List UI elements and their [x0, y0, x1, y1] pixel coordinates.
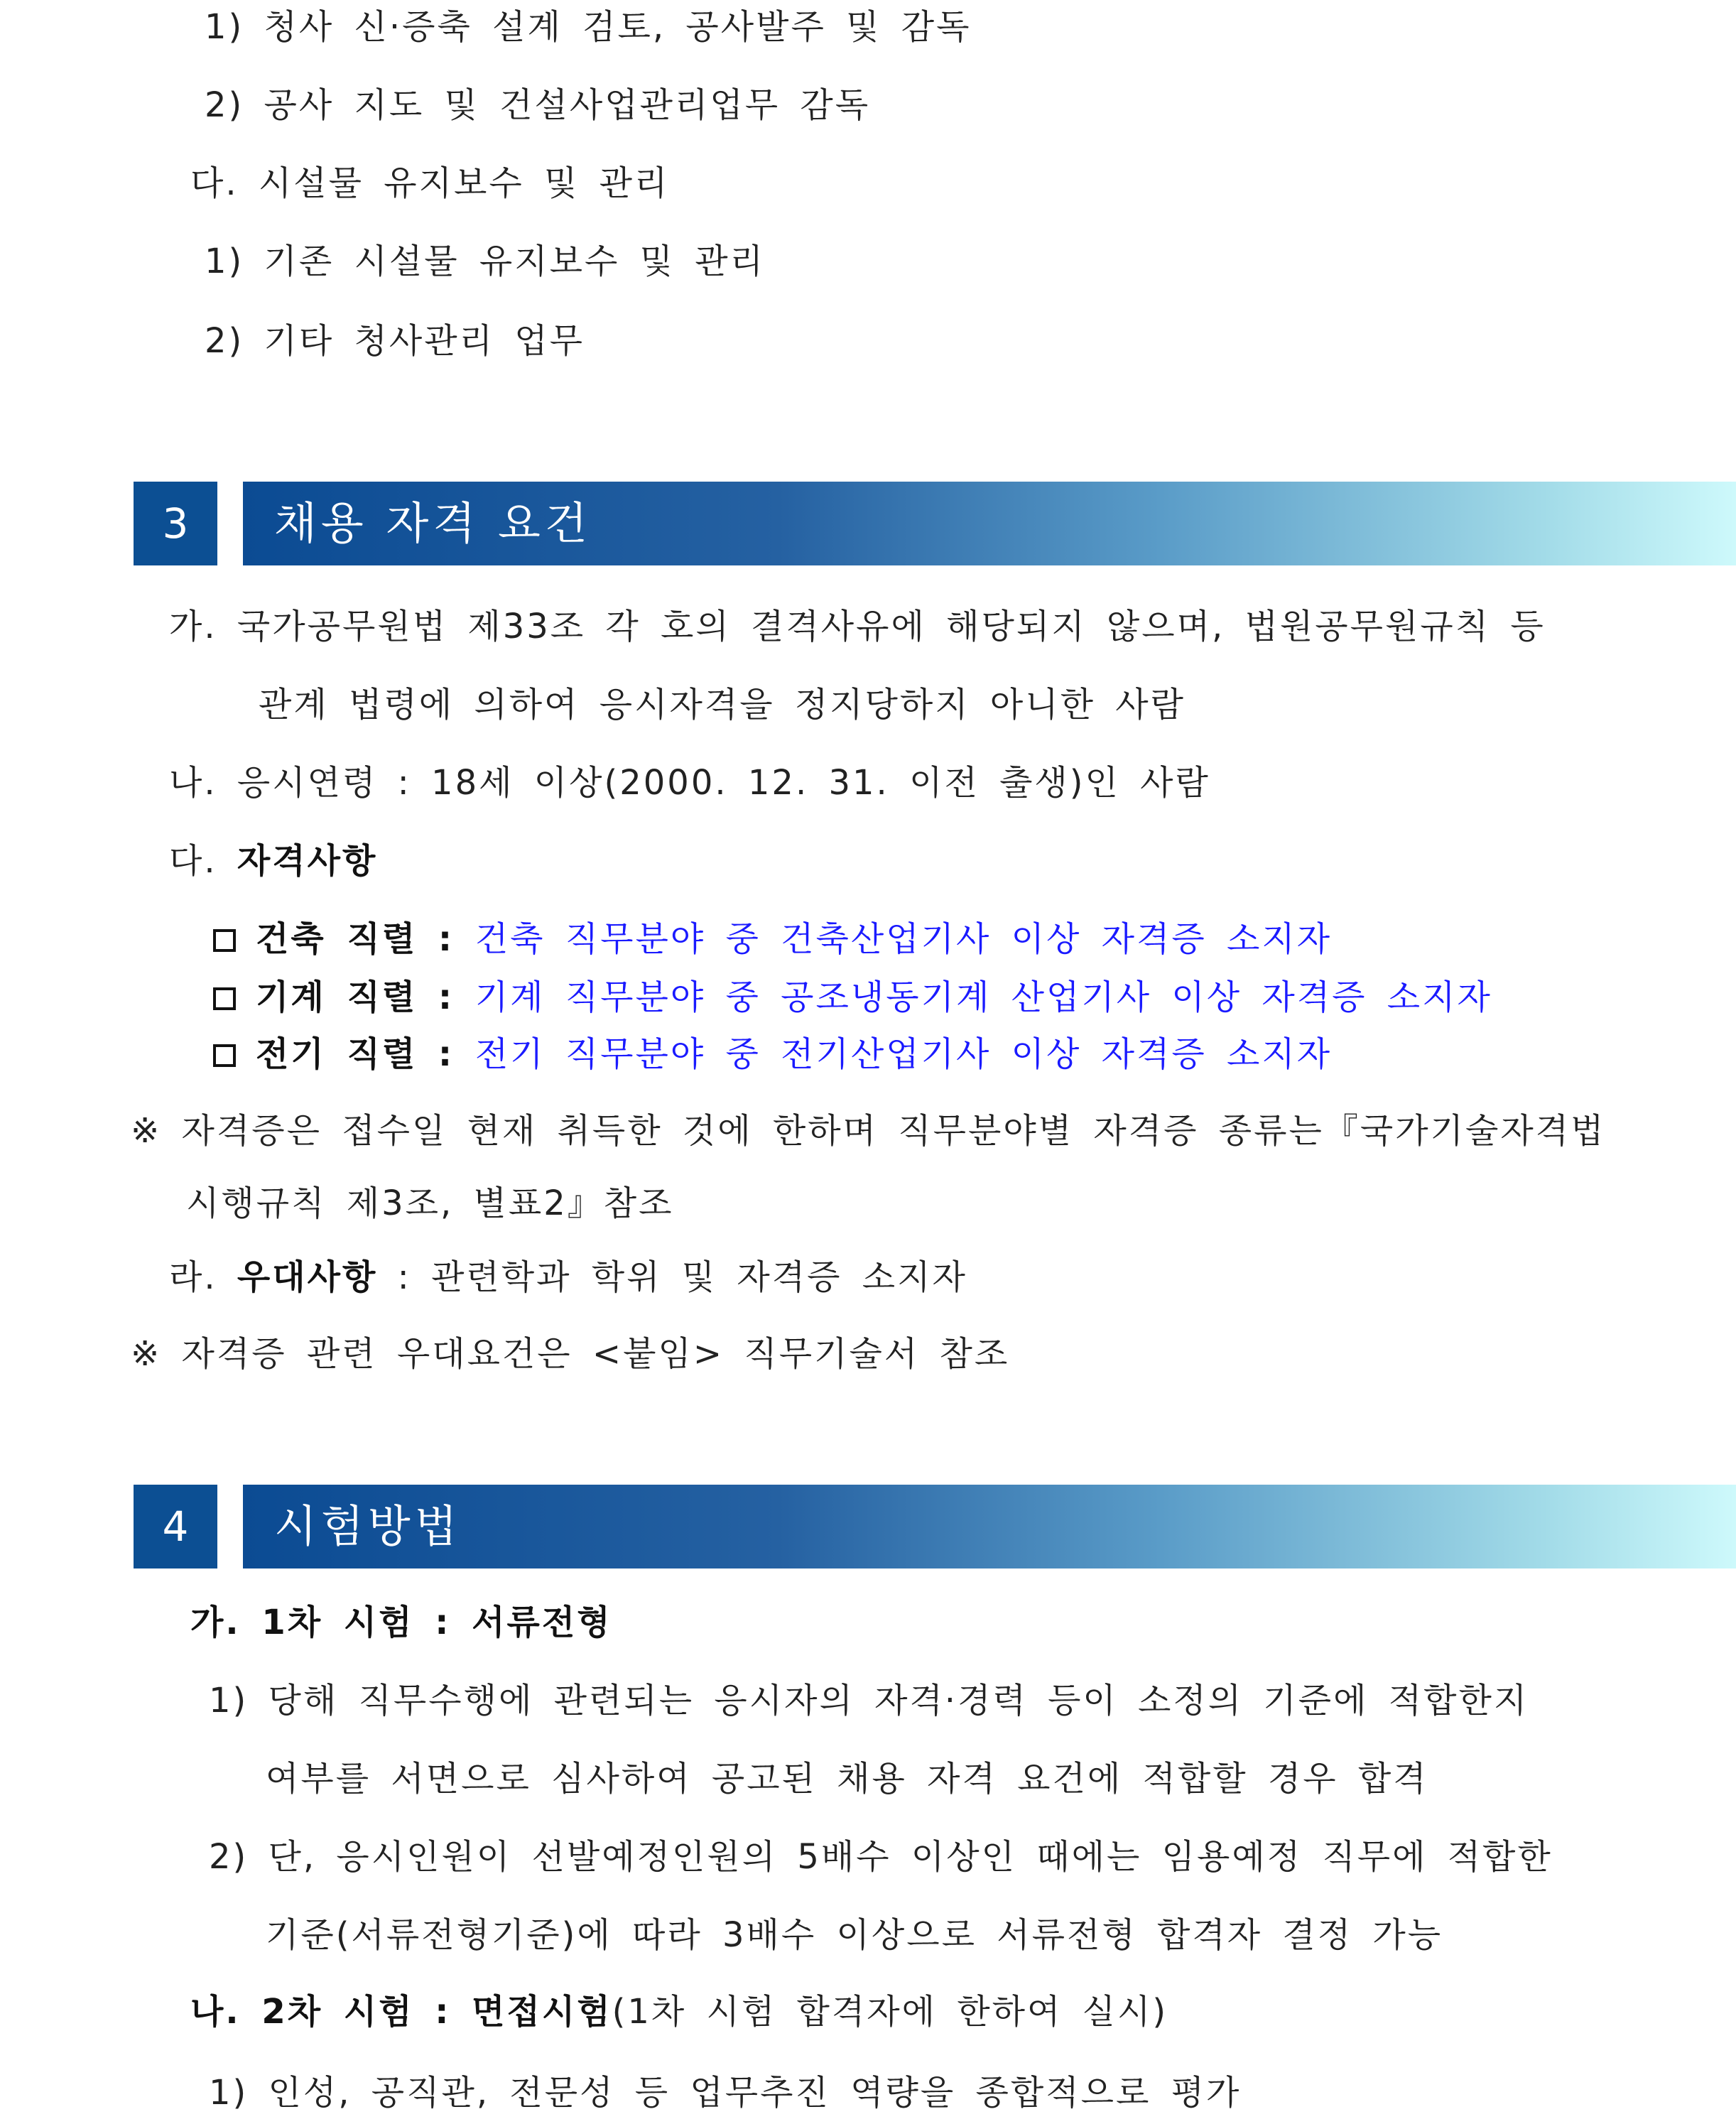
text-line: 2) 공사 지도 및 건설사업관리업무 감독 [205, 85, 871, 125]
subheading-bold: 우대사항 [237, 1257, 378, 1297]
subheading-bold: 나. 2차 시험 : 면접시험 [190, 1992, 612, 2032]
section-number: 3 [134, 482, 217, 565]
text-line: 1) 청사 신·증축 설계 검토, 공사발주 및 감독 [205, 7, 972, 47]
subheading [190, 1990, 1168, 2033]
subheading: 가. 1차 시험 : 서류전형 [190, 1603, 612, 1642]
qualification-item [213, 1033, 1332, 1075]
text-line: 2) 기타 청사관리 업무 [205, 321, 585, 361]
checkbox-icon [213, 1044, 236, 1067]
section-number: 4 [134, 1485, 217, 1568]
qualification-item [213, 918, 1332, 960]
note-line: ※ 자격증은 접수일 현재 취득한 것에 한하며 직무분야별 자격증 종류는『국가기술자격법 [131, 1111, 1606, 1151]
text-line: 2) 단, 응시인원이 선발예정인원의 5배수 이상인 때에는 임용예정 직무에 적합한 [209, 1837, 1553, 1877]
text-line: 관계 법령에 의하여 응시자격을 정지당하지 아니한 사람 [259, 685, 1186, 725]
qualification-label: 기계 직렬 : [256, 977, 475, 1017]
text-line: 나. 응시연령 : 18세 이상(2000. 12. 31. 이전 출생)인 사람 [169, 763, 1210, 803]
subheading-rest: : 관련학과 학위 및 자격증 소지자 [377, 1257, 967, 1297]
text-line: 기준(서류전형기준)에 따라 3배수 이상으로 서류전형 합격자 결정 가능 [266, 1915, 1443, 1955]
checkbox-icon [213, 929, 236, 952]
section-title-bar [243, 482, 1736, 565]
text-line: 여부를 서면으로 심사하여 공고된 채용 자격 요건에 적합할 경우 합격 [266, 1759, 1428, 1799]
subheading-prefix: 다. [169, 841, 237, 881]
checkbox-icon [213, 987, 236, 1010]
subheading-prefix: 라. [169, 1257, 237, 1297]
text-line: 가. 국가공무원법 제33조 각 호의 결격사유에 해당되지 않으며, 법원공무원규칙 등 [169, 607, 1546, 646]
qualification-text: 기계 직무분야 중 공조냉동기계 산업기사 이상 자격증 소지자 [474, 977, 1492, 1017]
qualification-item [213, 976, 1492, 1019]
note-line: ※ 자격증 관련 우대요건은 <붙임> 직무기술서 참조 [131, 1334, 1010, 1374]
section-title-bar [243, 1485, 1736, 1568]
qualification-text: 건축 직무분야 중 건축산업기사 이상 자격증 소지자 [474, 919, 1333, 959]
note-line: 시행규칙 제3조, 별표2』참조 [186, 1183, 674, 1223]
section-title: 시험방법 [274, 1500, 462, 1552]
qualification-label: 건축 직렬 : [256, 919, 475, 959]
subheading: 다. 시설물 유지보수 및 관리 [190, 163, 670, 203]
text-line: 1) 인성, 공직관, 전문성 등 업무추진 역량을 종합적으로 평가 [209, 2073, 1242, 2113]
subheading-bold: 자격사항 [237, 841, 378, 881]
subheading [169, 1256, 967, 1299]
text-line: 1) 당해 직무수행에 관련되는 응시자의 자격·경력 등이 소정의 기준에 적합한지 [209, 1681, 1529, 1721]
subheading [169, 840, 377, 882]
qualification-text: 전기 직무분야 중 전기산업기사 이상 자격증 소지자 [474, 1034, 1333, 1074]
section-title: 채용 자격 요건 [274, 497, 592, 549]
text-line: 1) 기존 시설물 유지보수 및 관리 [205, 242, 765, 281]
subheading-rest: (1차 시험 합격자에 한하여 실시) [612, 1992, 1168, 2032]
qualification-label: 전기 직렬 : [256, 1034, 475, 1074]
